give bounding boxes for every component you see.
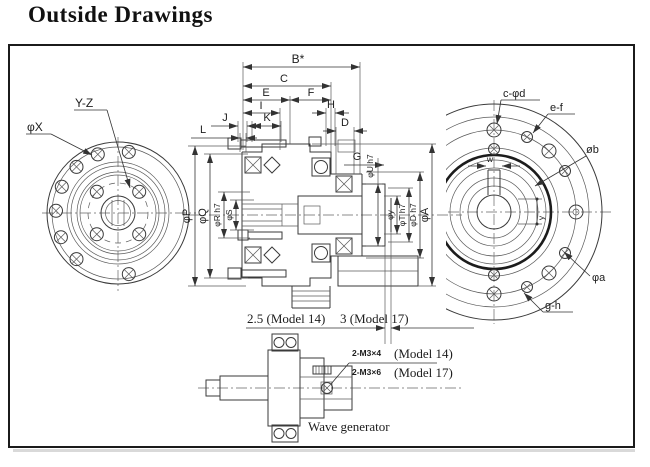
- dim-label-model17: 3 (Model 17): [340, 311, 409, 326]
- dim-label-j: J: [222, 112, 228, 124]
- dim-label-y: φy: [385, 210, 395, 220]
- dim-label-b: B*: [291, 52, 305, 66]
- tap14-model: (Model 14): [394, 346, 453, 361]
- tap14-code: 2-M3×4: [352, 348, 382, 358]
- dim-label-dd: φD h7: [408, 203, 418, 227]
- dim-label-e: E: [262, 87, 270, 99]
- dim-label-d: D: [341, 117, 349, 129]
- dim-label-q: φQ: [197, 208, 209, 224]
- dim-label-r: φR h7: [212, 203, 222, 227]
- tap17-code: 2-M3×6: [352, 367, 382, 377]
- dim-label-s: φS: [224, 209, 234, 221]
- dim-label-f: F: [307, 87, 315, 99]
- label-gh: g-h: [545, 300, 561, 312]
- dim-label-l: L: [199, 124, 207, 136]
- dim-label-a: φA: [419, 207, 431, 223]
- dim-label-h: H: [327, 99, 335, 111]
- label-b2: øb: [586, 144, 599, 156]
- wave-generator-caption: Wave generator: [308, 419, 390, 434]
- label-cd: c-φd: [503, 88, 526, 100]
- dim-label-p: φP: [181, 208, 193, 224]
- page-title: Outside Drawings: [28, 2, 213, 27]
- label-yz: Y-Z: [75, 96, 94, 110]
- dim-label-c: C: [280, 73, 288, 85]
- tap17-model: (Model 17): [394, 365, 453, 380]
- label-phi-x: φX: [27, 120, 43, 134]
- dim-label-y2: y: [536, 215, 546, 221]
- dim-label-i: I: [259, 100, 263, 112]
- dim-label-u: φU h7: [365, 154, 375, 178]
- scan-shadow: [13, 449, 635, 452]
- label-ef: e-f: [550, 102, 563, 114]
- dim-label-k: K: [263, 112, 271, 124]
- dim-label-g: G: [352, 151, 362, 163]
- dim-label-t: φT h7: [397, 203, 407, 227]
- dim-label-w: w: [486, 154, 494, 164]
- label-a2: φa: [592, 272, 606, 284]
- dim-label-model14: 2.5 (Model 14): [247, 311, 326, 326]
